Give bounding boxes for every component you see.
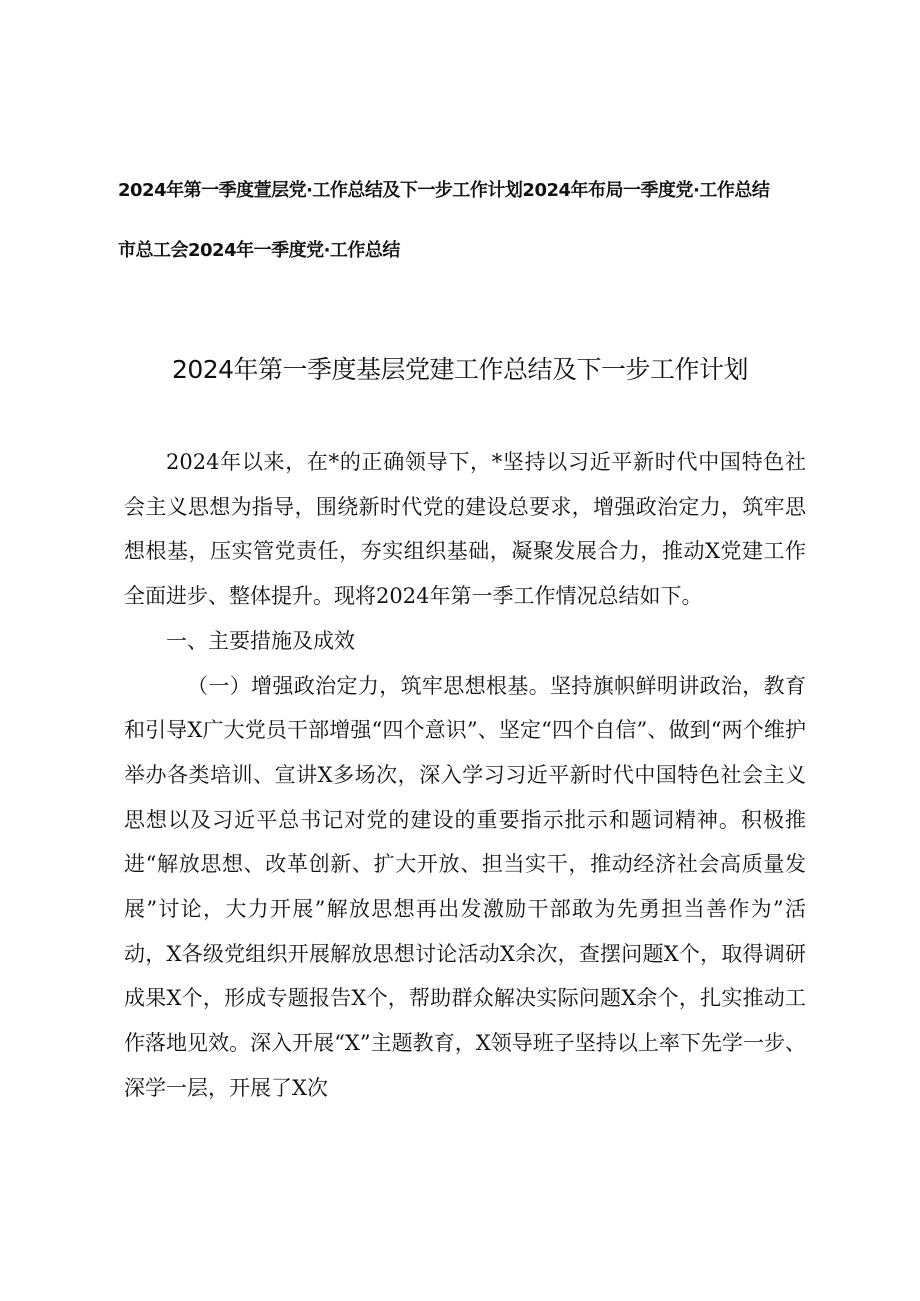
- related-title-line-1: 2024年第一季度萱层党·工作总结及下一步工作计划2024年布局一季度党·工作总结: [118, 180, 770, 201]
- intro-paragraph: 2024年以来，在*的正确领导下，*坚持以习近平新时代中国特色社会主义思想为指导，围绕新时代党的建设总要求，增强政治定力，筑牢思想根基，压实管党责任，夯实组织基础，凝聚发展合力，推动X党建工作全面进步、整体提升。现将2024年第一季工作情况总结如下。: [124, 450, 806, 609]
- section-paragraph: （一）增强政治定力，筑牢思想根基。坚持旗帜鲜明讲政治，教育和引导X广大党员干部增强“四个意识”、坚定“四个自信”、做到“两个维护举办各类培训、宣讲X多场次，深入学习习近平新时代中国特色社会主义思想以及习近平总书记对党的建设的重要指示批示和题词精神。积极推进“解放思想、改革创新、扩大开放、担当实干，推动经济社会高质量发展”讨论，大力开展”解放思想再出发激励干部敢为先勇担当善作为”活动，X各级党组织开展解放思想讨论活动X余次，查摆问题X个，取得调研成果X个，形成专题报告X个，帮助群众解决实际问题X余个，扎实推动工作落地见效。深入开展“X”主题教育，X领导班子坚持以上率下先学一步、深学一层，开展了X次: [124, 673, 806, 1100]
- document-title: 2024年第一季度基层党建工作总结及下一步工作计划: [171, 355, 749, 384]
- section-heading: 一、主要措施及成效: [166, 628, 355, 653]
- related-title-line-2: 市总工会2024年一季度党·工作总结: [118, 240, 400, 261]
- document-body: [124, 440, 806, 1111]
